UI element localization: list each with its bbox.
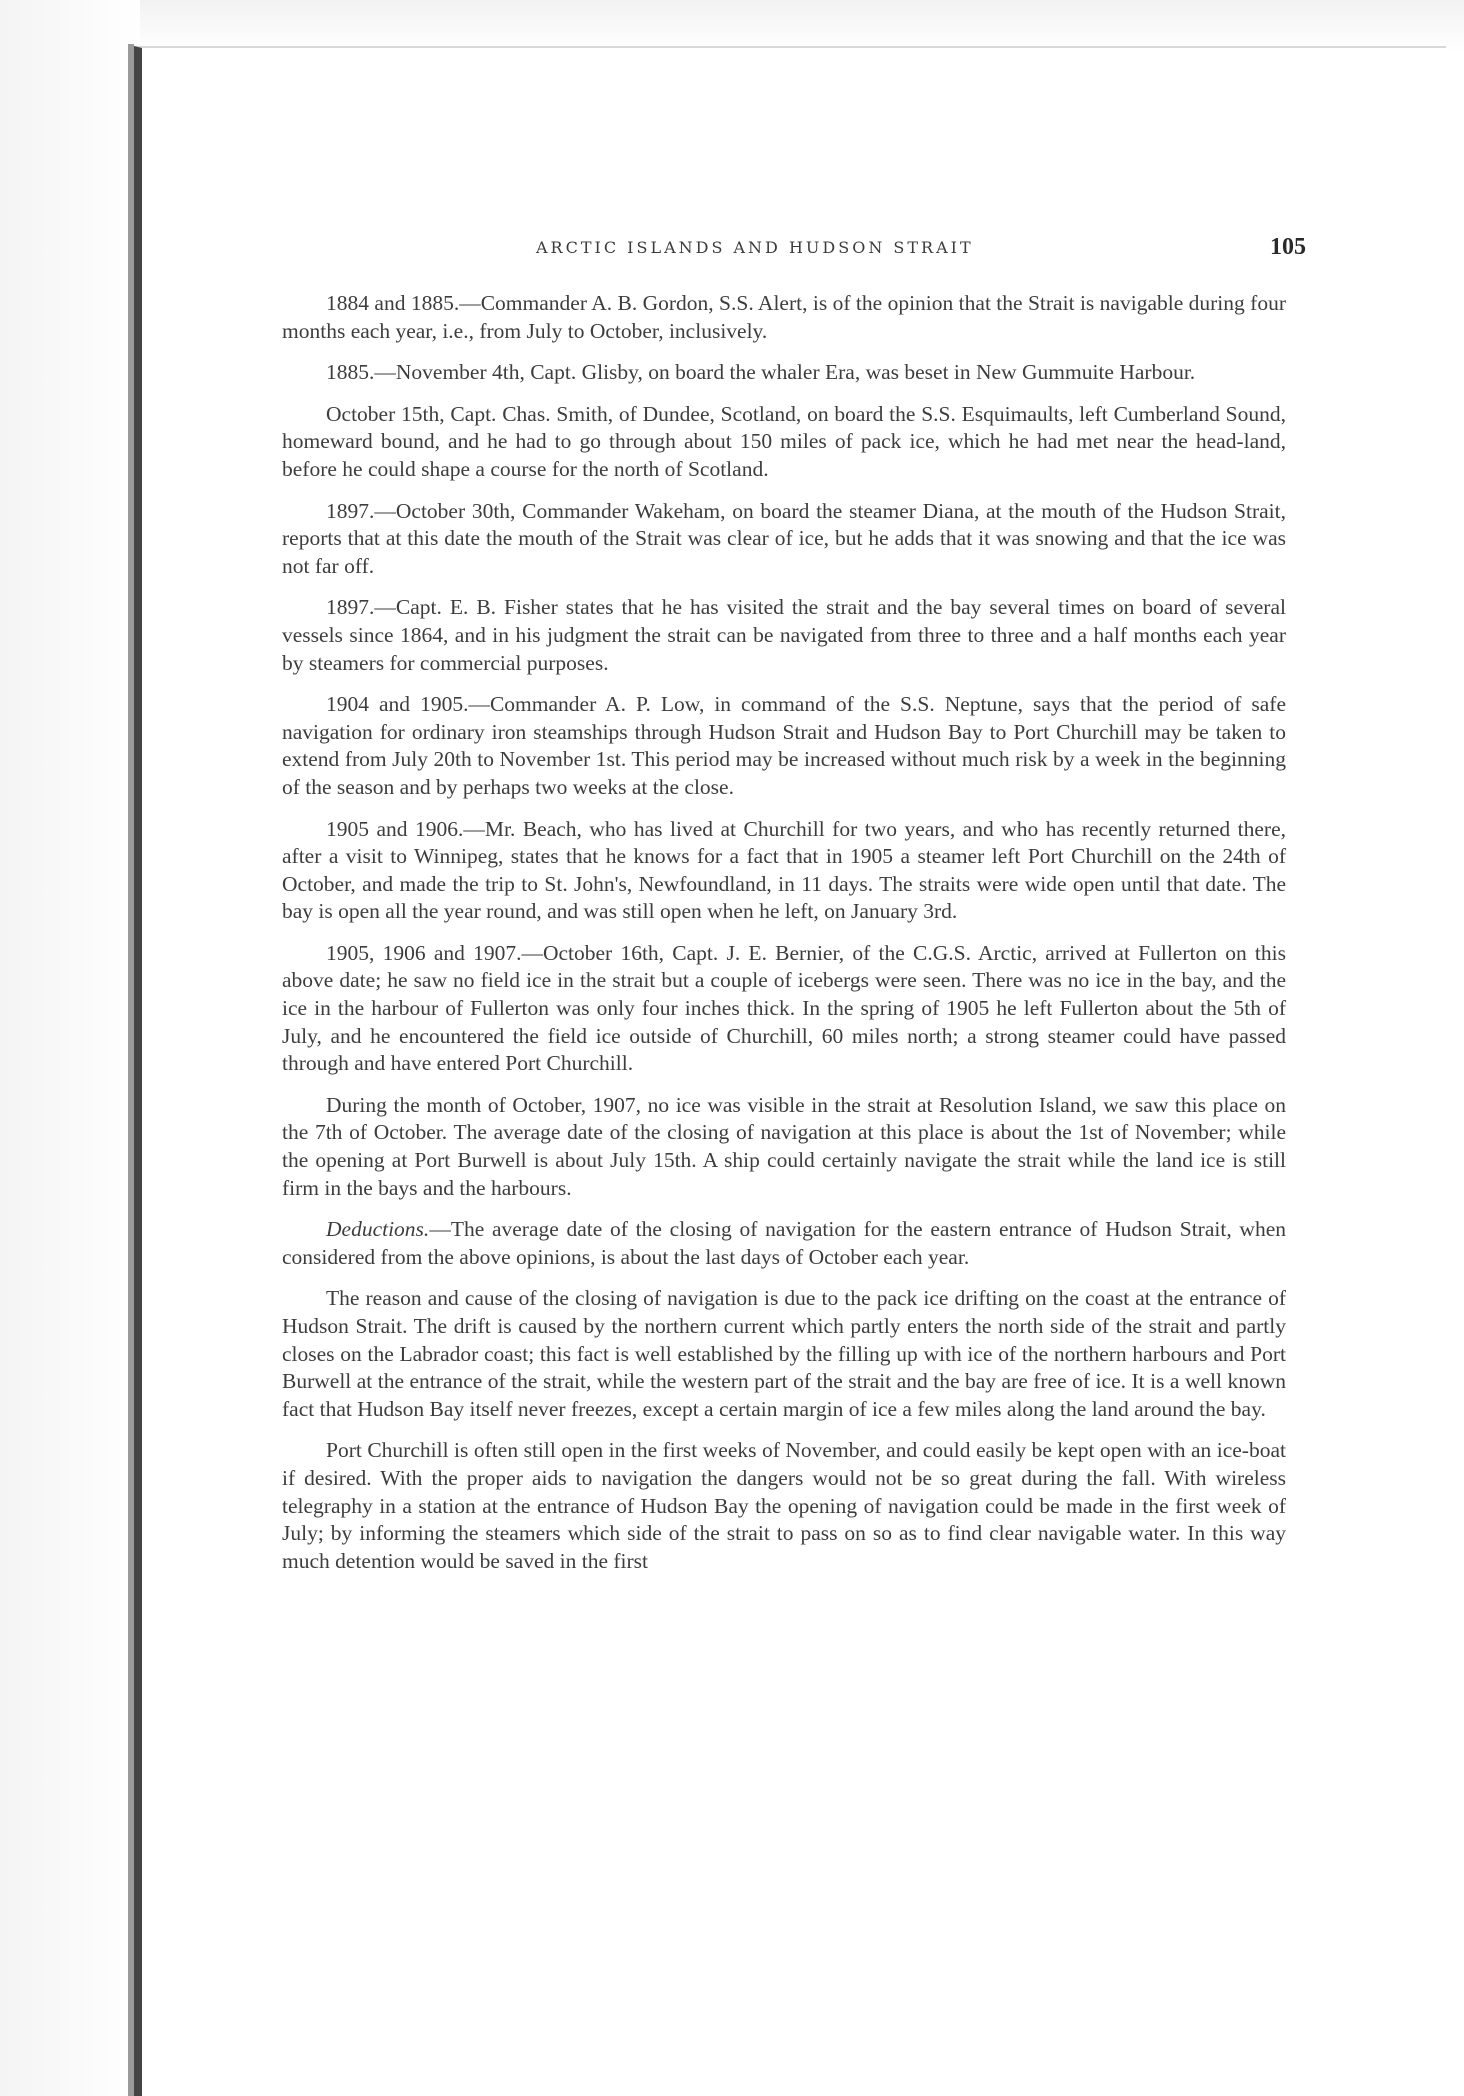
page-number: 105 — [1270, 234, 1306, 260]
scan-top-margin — [0, 0, 1464, 52]
paragraph: Port Churchill is often still open in the first weeks of November, and could easily be kept open with an ice-boat if desired. With the proper aids to navigation the dangers would not be so great during the fall. With wireless telegraphy in a station at the entrance of Hudson Bay the opening of navigation could be made in the first week of July; by informing the steamers which side of the strait to pass on so as to find clear navigable water. In this way much detention would be saved in the first — [282, 1438, 1286, 1573]
paragraph: 1897.—Capt. E. B. Fisher states that he has visited the strait and the bay several times on board of several vessels since 1864, and in his judgment the strait can be navigated from three to three and a half months each year by steamers for commercial purposes. — [282, 595, 1286, 675]
paragraph: October 15th, Capt. Chas. Smith, of Dundee, Scotland, on board the S.S. Esquimaults, left Cumberland Sound, homeward bound, and he had to go through about 150 miles of pack ice, which he had met near the head-land, before he could shape a course for the north of Scotland. — [282, 401, 1286, 481]
paragraph: During the month of October, 1907, no ice was visible in the strait at Resolution Island, we saw this place on the 7th of October. The average date of the closing of navigation at this place is about the 1st of November; while the opening at Port Burwell is about July 15th. A ship could certainly navigate the strait while the land ice is still firm in the bays and the harbours. — [282, 1092, 1286, 1200]
paragraph: 1904 and 1905.—Commander A. P. Low, in command of the S.S. Neptune, says that the period of safe navigation for ordinary iron steamships through Hudson Strait and Hudson Bay to Port Churchill may be taken to extend from July 20th to November 1st. This period may be increased without much risk by a week in the beginning of the season and by perhaps two weeks at the close. — [282, 692, 1286, 799]
page-header — [536, 236, 1306, 266]
scan-left-margin — [0, 0, 140, 2096]
paragraph: The reason and cause of the closing of navigation is due to the pack ice drifting on the coast at the entrance of Hudson Strait. The drift is caused by the northern current which partly enters the north side of the strait and partly closes on the Labrador coast; this fact is well established by the filling up with ice of the northern harbours and Port Burwell at the entrance of the strait, while the western part of the strait and the bay are free of ice. It is a well known fact that Hudson Bay itself never freezes, except a certain margin of ice a few miles along the land around the bay. — [282, 1286, 1286, 1421]
running-title: ARCTIC ISLANDS AND HUDSON STRAIT — [536, 238, 974, 257]
paragraph: 1897.—October 30th, Commander Wakeham, on board the steamer Diana, at the mouth of the Hudson Strait, reports that at this date the mouth of the Strait was clear of ice, but he adds that it was snowing and that the ice was not far off. — [282, 498, 1286, 578]
deductions-text: —The average date of the closing of navigation for the eastern entrance of Hudson Strait, when considered from the above opinions, is about the last days of October each year. — [282, 1217, 1286, 1269]
paragraph: 1905, 1906 and 1907.—October 16th, Capt. J. E. Bernier, of the C.G.S. Arctic, arrived at Fullerton on this above date; he saw no field ice in the strait but a couple of icebergs were seen. There was no ice in the bay, and the ice in the harbour of Fullerton was only four inches thick. In the spring of 1905 he left Fullerton about the 5th of July, and he encountered the field ice outside of Churchill, 60 miles north; a strong steamer could have passed through and have entered Port Churchill. — [282, 940, 1286, 1076]
paragraph: 1885.—November 4th, Capt. Glisby, on board the whaler Era, was beset in New Gummuite Harbour. — [326, 360, 1196, 385]
deductions-lead: Deductions. — [326, 1217, 430, 1242]
paragraph: 1905 and 1906.—Mr. Beach, who has lived at Churchill for two years, and who has recently returned there, after a visit to Winnipeg, states that he knows for a fact that in 1905 a steamer left Port Churchill on the 24th of October, and made the trip to St. John's, Newfoundland, in 11 days. The straits were wide open until that date. The bay is open all the year round, and was still open when he left, on January 3rd. — [282, 816, 1286, 924]
paragraph: 1884 and 1885.—Commander A. B. Gordon, S.S. Alert, is of the opinion that the Strait is navigable during four months each year, i.e., from July to October, inclusively. — [282, 291, 1286, 343]
body-text — [282, 290, 1286, 1589]
deductions-paragraph — [282, 1216, 1286, 1271]
